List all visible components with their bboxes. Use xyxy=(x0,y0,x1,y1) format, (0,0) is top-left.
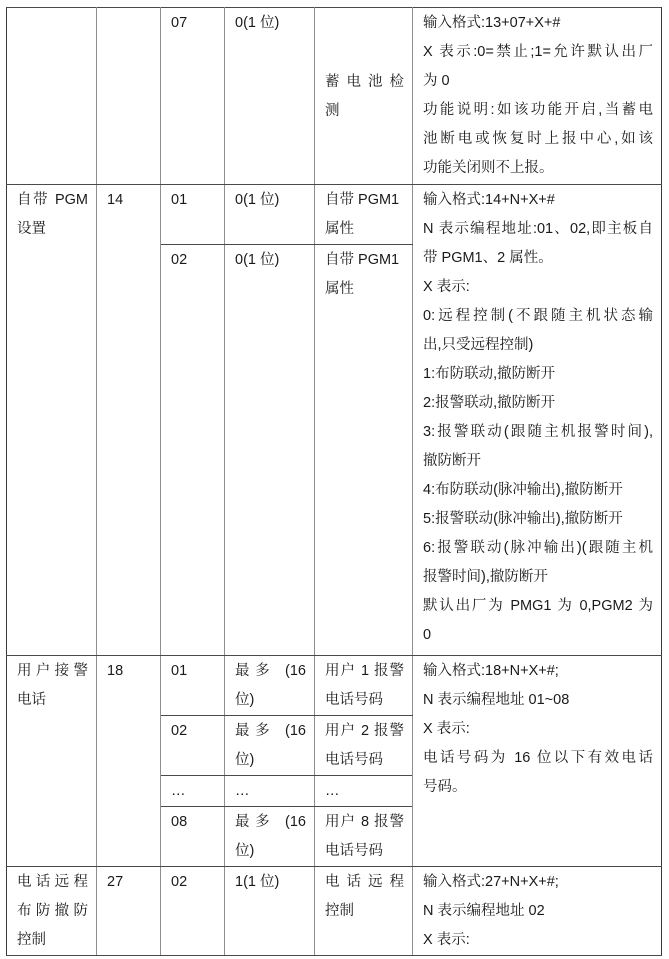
default-value: 0(1 位) xyxy=(235,192,280,208)
function-label-cell xyxy=(315,716,413,776)
param-name-cell xyxy=(7,867,97,956)
description-line: 电话号码为 16 位以下有效电话 xyxy=(423,750,653,766)
param-code-cell xyxy=(97,867,161,956)
description-line: 出,只受远程控制) xyxy=(423,337,534,353)
address-cell xyxy=(161,807,225,867)
default-value-line: 位) xyxy=(235,752,255,768)
function-label-line: 电话远程 xyxy=(325,874,404,890)
default-value-cell xyxy=(225,867,315,956)
default-value-cell xyxy=(225,776,315,807)
default-value: 0(1 位) xyxy=(235,252,280,268)
function-label-line: 用户 1 报警 xyxy=(325,663,404,679)
param-name-line: 电话远程 xyxy=(17,874,88,890)
address-cell xyxy=(161,8,225,185)
address-cell xyxy=(161,867,225,956)
default-value-line: 位) xyxy=(235,692,255,708)
default-value: 1(1 位) xyxy=(235,874,280,890)
default-value-line: 最多 (16 xyxy=(235,814,306,830)
param-code-cell xyxy=(97,185,161,656)
description-line: N 表示编程地址:01、02,即主板自 xyxy=(423,221,653,237)
description-line: 池断电或恢复时上报中心,如该 xyxy=(423,131,653,147)
param-code: 18 xyxy=(107,663,124,679)
function-label-line: 蓄电池检 xyxy=(325,73,404,90)
param-name-line: 电话 xyxy=(17,692,46,708)
function-label-cell xyxy=(315,776,413,807)
address-value: 01 xyxy=(171,663,188,679)
function-label-line: 自带 PGM1 xyxy=(325,252,400,268)
description-line: 2:报警联动,撤防断开 xyxy=(423,395,556,411)
function-label-cell xyxy=(315,245,413,656)
default-value-cell xyxy=(225,245,315,656)
function-label-cell xyxy=(315,185,413,245)
description-line: 带 PGM1、2 属性。 xyxy=(423,250,553,266)
address-cell xyxy=(161,776,225,807)
address-value: 01 xyxy=(171,192,188,208)
default-value: 0(1 位) xyxy=(235,15,280,31)
param-name-line: 控制 xyxy=(17,932,46,948)
description-line: 6:报警联动(脉冲输出)(跟随主机 xyxy=(423,540,653,556)
description-line: N 表示编程地址 02 xyxy=(423,903,545,919)
programming-parameter-table xyxy=(6,7,662,956)
param-name-cell xyxy=(7,656,97,867)
description-cell xyxy=(413,867,662,956)
function-label-line: 电话号码 xyxy=(325,692,383,708)
param-name-cell xyxy=(7,8,97,185)
function-label-line: 测 xyxy=(325,102,340,119)
description-line: 功能说明:如该功能开启,当蓄电 xyxy=(423,102,653,118)
function-label-line: 控制 xyxy=(325,903,354,919)
param-code-cell xyxy=(97,656,161,867)
default-value-cell xyxy=(225,807,315,867)
address-value: 07 xyxy=(171,15,188,31)
address-value: 02 xyxy=(171,723,188,739)
param-name-line: 自带 PGM xyxy=(17,192,88,208)
function-label-cell xyxy=(315,656,413,716)
description-line: 撤防断开 xyxy=(423,453,481,469)
default-value-cell xyxy=(225,185,315,245)
function-label-cell xyxy=(315,8,413,185)
address-cell xyxy=(161,716,225,776)
description-line: 4:布防联动(脉冲输出),撤防断开 xyxy=(423,482,623,498)
default-value-line: 最多 (16 xyxy=(235,663,306,679)
description-line: 输入格式:14+N+X+# xyxy=(423,192,555,208)
function-label-line: 用户 8 报警 xyxy=(325,814,404,830)
description-line: 0:远程控制(不跟随主机状态输 xyxy=(423,308,653,324)
description-line: 1:布防联动,撤防断开 xyxy=(423,366,556,382)
description-line: 3:报警联动(跟随主机报警时间), xyxy=(423,424,653,440)
description-line: 号码。 xyxy=(423,779,467,795)
param-code: 27 xyxy=(107,874,124,890)
param-code: 14 xyxy=(107,192,124,208)
address-value: 02 xyxy=(171,252,188,268)
param-code-cell xyxy=(97,8,161,185)
function-label-line: 电话号码 xyxy=(325,752,383,768)
function-label-cell xyxy=(315,807,413,867)
description-line: N 表示编程地址 01~08 xyxy=(423,692,570,708)
description-cell xyxy=(413,185,662,656)
function-label-line: 属性 xyxy=(325,221,354,237)
description-line: 输入格式:18+N+X+#; xyxy=(423,663,559,679)
param-name-line: 用户接警 xyxy=(17,663,88,679)
table-row-pgm-settings xyxy=(7,185,662,245)
description-line: X 表示:0=禁止;1=允许默认出厂 xyxy=(423,44,653,60)
description-line: 5:报警联动(脉冲输出),撤防断开 xyxy=(423,511,623,527)
table-row-phone-remote-arm-control xyxy=(7,867,662,956)
description-line: 默认出厂为 PMG1 为 0,PGM2 为 xyxy=(423,598,653,614)
function-label-line: 用户 2 报警 xyxy=(325,723,404,739)
description-line: X 表示: xyxy=(423,721,470,737)
default-value-line: 最多 (16 xyxy=(235,723,306,739)
address-cell xyxy=(161,185,225,245)
address-cell xyxy=(161,245,225,656)
default-value-cell xyxy=(225,656,315,716)
default-value-line: 位) xyxy=(235,843,255,859)
function-label-line: … xyxy=(325,783,340,799)
description-line: 为 0 xyxy=(423,73,450,89)
function-label-line: 电话号码 xyxy=(325,843,383,859)
description-line: 输入格式:13+07+X+# xyxy=(423,15,561,31)
param-name-cell xyxy=(7,185,97,656)
description-line: 报警时间),撤防断开 xyxy=(423,569,548,585)
default-value-cell xyxy=(225,8,315,185)
default-value-cell xyxy=(225,716,315,776)
description-line: X 表示: xyxy=(423,279,470,295)
function-label-cell xyxy=(315,867,413,956)
param-name-line: 设置 xyxy=(17,221,46,237)
address-value: 08 xyxy=(171,814,188,830)
param-name-line: 布防撤防 xyxy=(17,903,88,919)
description-line: 功能关闭则不上报。 xyxy=(423,160,554,176)
description-cell xyxy=(413,656,662,867)
address-value: 02 xyxy=(171,874,188,890)
table-row-battery-detection xyxy=(7,8,662,185)
description-cell xyxy=(413,8,662,185)
table-row-user-alarm-phone xyxy=(7,656,662,716)
description-line: 输入格式:27+N+X+#; xyxy=(423,874,559,890)
default-value: … xyxy=(235,783,250,799)
description-line: 0 xyxy=(423,627,432,643)
address-value: … xyxy=(171,783,186,799)
description-line: X 表示: xyxy=(423,932,470,948)
address-cell xyxy=(161,656,225,716)
function-label-line: 属性 xyxy=(325,281,354,297)
function-label-line: 自带 PGM1 xyxy=(325,192,400,208)
